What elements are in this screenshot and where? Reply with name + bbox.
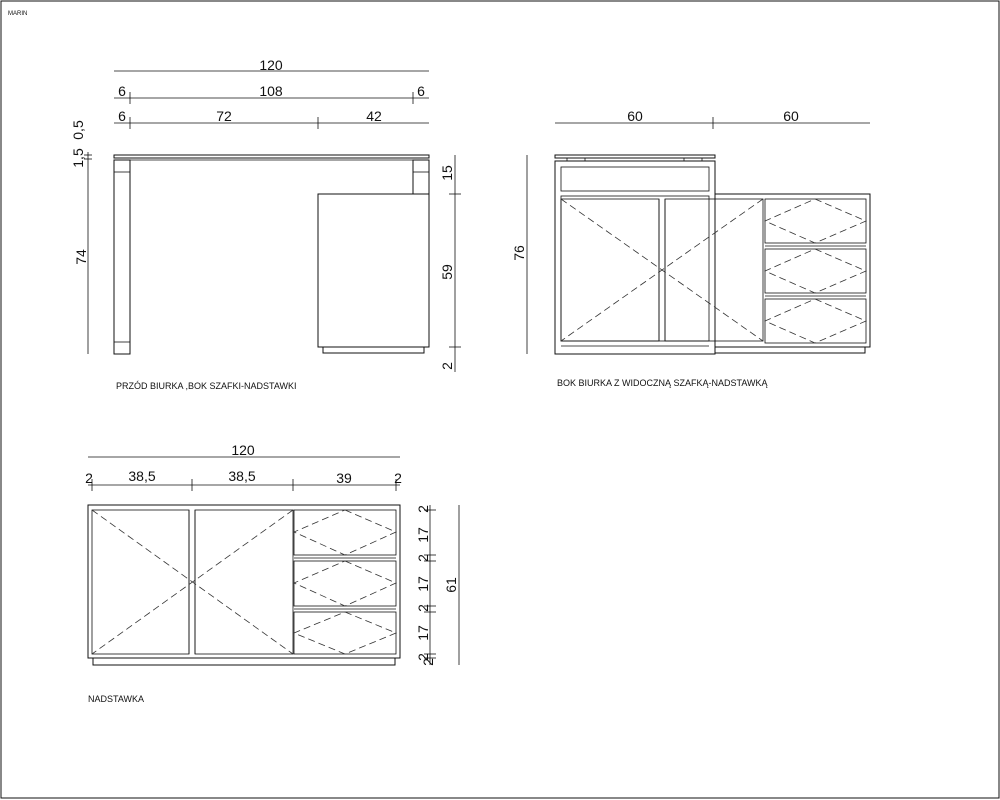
cabinet-side [318, 194, 429, 347]
dim-cab-r4: 17 [415, 576, 431, 592]
side-drawer-1 [765, 199, 866, 243]
left-leg [114, 160, 130, 354]
dim-right-59: 59 [439, 264, 455, 280]
dim-left-height: 74 [73, 249, 89, 265]
desk-top [114, 155, 429, 158]
side-drawer-2 [765, 249, 866, 293]
dim-cab-r7: 2 [415, 653, 431, 661]
dim-side-right: 60 [783, 108, 799, 124]
dim-cab-r2: 17 [415, 527, 431, 543]
dim-row3-right: 42 [366, 108, 382, 124]
cabinet-door-left [92, 510, 189, 654]
cabinet-body [88, 505, 400, 658]
side-view-caption: BOK BIURKA Z WIDOCZNĄ SZAFKĄ-NADSTAWKĄ [557, 378, 768, 388]
dim-side-left: 60 [627, 108, 643, 124]
sheet-border [1, 1, 999, 798]
cabinet-drawer-2 [294, 561, 396, 606]
dim-cab-r1: 2 [415, 505, 431, 513]
side-desk-frame [555, 161, 715, 354]
dim-right-15: 15 [439, 165, 455, 181]
dim-row3-left: 6 [118, 108, 126, 124]
dim-cab-b: 38,5 [128, 468, 156, 484]
top-cabinet-view [85, 442, 459, 704]
dim-cab-d: 39 [336, 470, 352, 486]
dim-row2-left: 6 [118, 83, 126, 99]
dim-cab-r8: 2 [420, 658, 436, 666]
author-label: MARIN [8, 11, 28, 17]
dim-left-top-b: 1,5 [70, 148, 86, 168]
cabinet-plinth [93, 658, 395, 665]
cabinet-drawer-1 [294, 510, 396, 555]
dim-cab-r6: 17 [415, 625, 431, 641]
dim-left-top-a: 0,5 [70, 120, 86, 140]
cabinet-drawer-3 [294, 612, 396, 654]
front-view [70, 57, 461, 391]
side-door-left [561, 199, 659, 341]
dim-cab-r3: 2 [415, 554, 431, 562]
dim-cab-total: 120 [231, 442, 255, 458]
side-drawer-3 [765, 299, 866, 343]
cabinet-base [323, 347, 424, 353]
dim-right-2: 2 [439, 362, 455, 370]
top-cabinet-caption: NADSTAWKA [88, 694, 145, 704]
dim-total-width: 120 [259, 57, 283, 73]
dim-cab-a: 2 [85, 470, 93, 486]
dim-cab-c: 38,5 [228, 468, 256, 484]
dim-row3-mid: 72 [216, 108, 232, 124]
dim-side-height: 76 [511, 245, 527, 261]
dim-cab-e: 2 [394, 470, 402, 486]
dim-row2-right: 6 [417, 83, 425, 99]
front-view-caption: PRZÓD BIURKA ,BOK SZAFKI-NADSTAWKI [116, 381, 297, 391]
side-door-right [665, 199, 763, 341]
side-view [511, 108, 870, 388]
dim-cab-r5: 2 [415, 604, 431, 612]
dim-cab-height: 61 [443, 577, 459, 593]
side-cabinet [715, 194, 870, 347]
cabinet-door-right [195, 510, 293, 654]
right-leg [413, 160, 429, 194]
dim-row2-mid: 108 [259, 83, 283, 99]
side-desk-top [555, 155, 715, 158]
